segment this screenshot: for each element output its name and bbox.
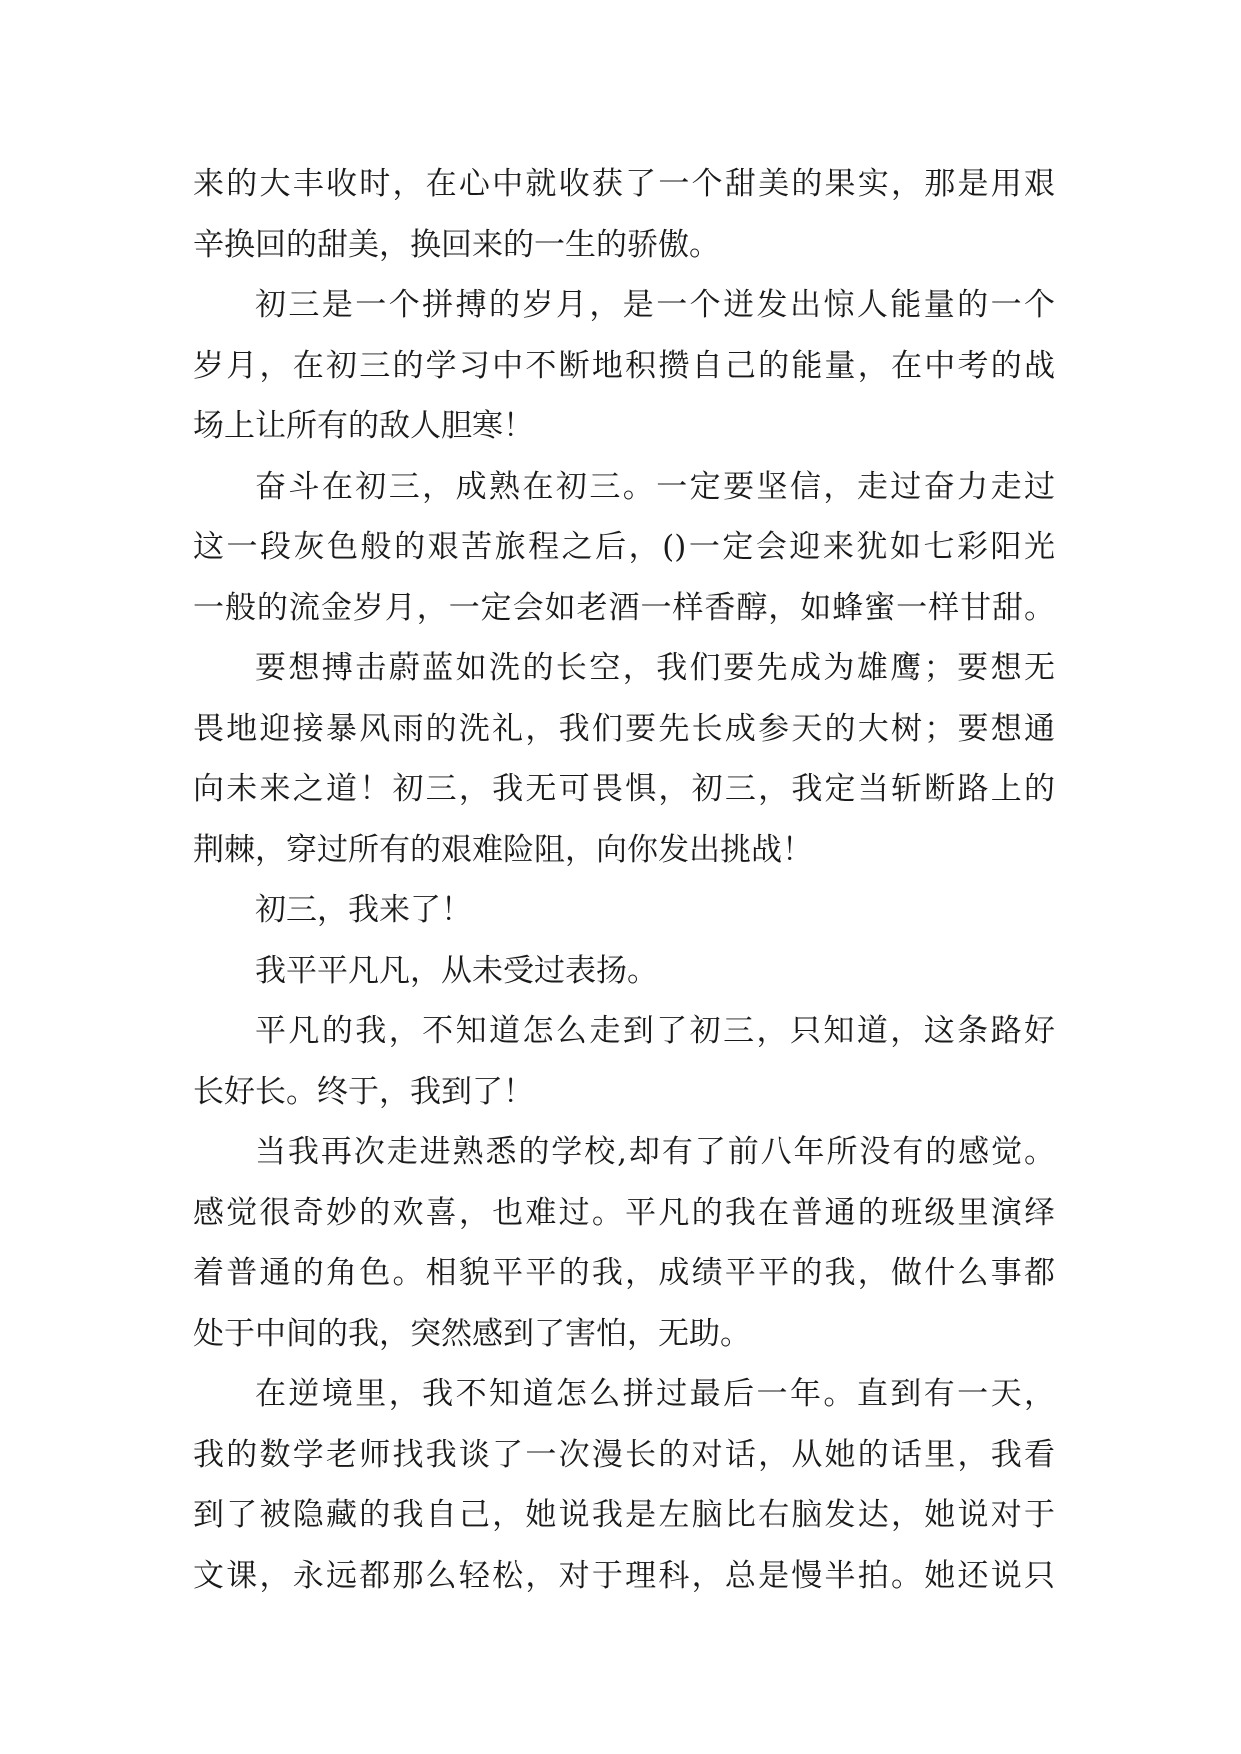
text-line: 文课，永远都那么轻松，对于理科，总是慢半拍。她还说只 — [193, 1557, 1055, 1594]
text-line: 到了被隐藏的我自己，她说我是左脑比右脑发达，她说对于 — [193, 1497, 1055, 1533]
text-line: 感觉很奇妙的欢喜，也难过。平凡的我在普通的班级里演绎 — [193, 1194, 1055, 1231]
text-line: 要想搏击蔚蓝如洗的长空，我们要先成为雄鹰；要想无 — [255, 650, 1055, 686]
text-line: 长好长。终于，我到了！ — [193, 1073, 534, 1110]
text-line: 来的大丰收时，在心中就收获了一个甜美的果实，那是用艰 — [193, 166, 1055, 202]
text-line: 这一段灰色般的艰苦旅程之后，()一定会迎来犹如七彩阳光 — [193, 529, 1055, 565]
text-line: 我平平凡凡，从未受过表扬。 — [255, 952, 658, 989]
text-line: 处于中间的我，突然感到了害怕，无助。 — [193, 1315, 751, 1352]
document-body — [193, 154, 1055, 1606]
text-line: 场上让所有的敌人胆寒！ — [193, 408, 534, 444]
text-line: 辛换回的甜美，换回来的一生的骄傲。 — [193, 226, 720, 263]
text-line: 向未来之道！初三，我无可畏惧，初三，我定当斩断路上的 — [193, 771, 1055, 807]
text-line: 畏地迎接暴风雨的洗礼，我们要先长成参天的大树；要想通 — [193, 710, 1055, 747]
text-line: 着普通的角色。相貌平平的我，成绩平平的我，做什么事都 — [193, 1255, 1055, 1291]
text-line: 一般的流金岁月，一定会如老酒一样香醇，如蜂蜜一样甘甜。 — [193, 589, 1055, 626]
text-line: 初三是一个拼搏的岁月，是一个迸发出惊人能量的一个 — [255, 287, 1055, 323]
text-line: 我的数学老师找我谈了一次漫长的对话，从她的话里，我看 — [193, 1436, 1055, 1473]
text-line: 平凡的我，不知道怎么走到了初三，只知道，这条路好 — [255, 1013, 1055, 1049]
text-line: 荆棘，穿过所有的艰难险阻，向你发出挑战！ — [193, 831, 813, 868]
text-line: 初三，我来了！ — [255, 892, 472, 928]
text-line: 在逆境里，我不知道怎么拼过最后一年。直到有一天， — [255, 1376, 1055, 1412]
text-line: 当我再次走进熟悉的学校,却有了前八年所没有的感觉。 — [255, 1134, 1055, 1170]
text-line: 奋斗在初三，成熟在初三。一定要坚信，走过奋力走过 — [255, 468, 1055, 505]
text-line: 岁月，在初三的学习中不断地积攒自己的能量，在中考的战 — [193, 347, 1055, 384]
